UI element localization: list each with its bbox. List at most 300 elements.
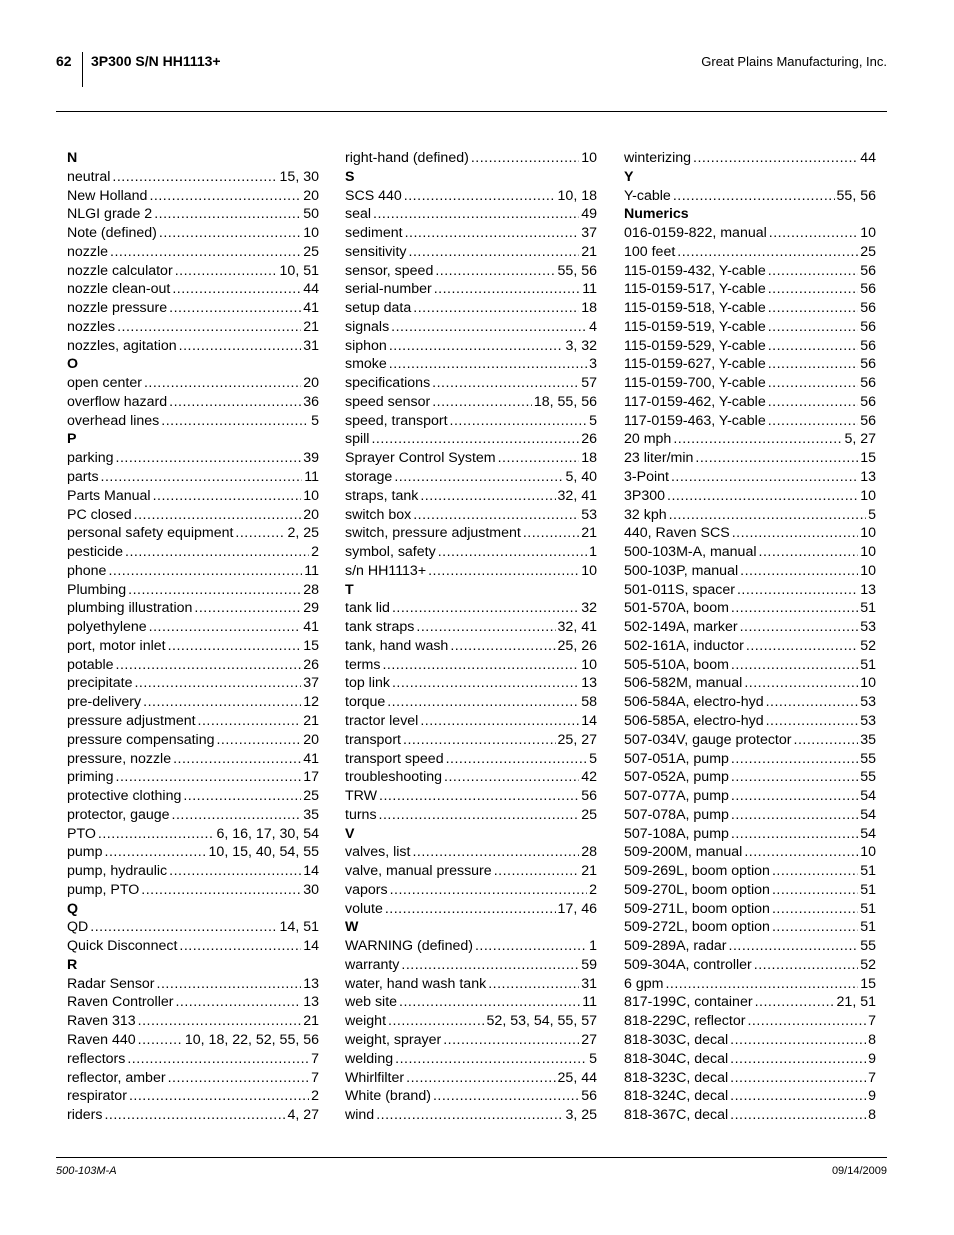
index-term: 3-Point [624,469,669,486]
leader-dots [116,768,302,787]
index-term: overhead lines [67,412,160,429]
index-pages: 41 [303,750,319,767]
index-term: smoke [345,356,387,373]
leader-dots [128,581,301,600]
index-term: valve, manual pressure [345,863,492,880]
index-term: pressure compensating [67,731,215,748]
index-term: switch box [345,506,412,523]
index-pages: 56 [860,300,876,317]
index-term: 507-078A, pump [624,806,729,823]
index-entry [345,731,597,750]
index-term: 500-103P, manual [624,562,739,579]
leader-dots [737,581,858,600]
index-entry [624,693,876,712]
index-pages: 21 [581,243,597,260]
index-pages: 51 [860,863,876,880]
index-term: troubleshooting [345,769,443,786]
index-entry [624,806,876,825]
leader-dots [665,975,858,994]
index-term: 505-510A, boom [624,656,729,673]
index-entry [67,768,319,787]
index-pages: 49 [581,206,597,223]
leader-dots [172,806,302,825]
index-entry [345,280,597,299]
index-entry [624,374,876,393]
index-term: 506-582M, manual [624,675,743,692]
index-entry [345,750,597,769]
index-term: pump [67,844,103,861]
leader-dots [428,562,579,581]
index-pages: 56 [860,412,876,429]
leader-dots [391,318,587,337]
index-entry [345,993,597,1012]
index-term: pressure adjustment [67,712,196,729]
leader-dots [772,862,858,881]
index-entry [67,975,319,994]
leader-dots [385,900,556,919]
leader-dots [105,843,207,862]
index-pages: 7 [868,1013,876,1030]
index-term: s/n HH1113+ [345,562,427,579]
index-pages: 7 [868,1069,876,1086]
index-term: protective clothing [67,788,182,805]
leader-dots [149,618,302,637]
index-entry [624,825,876,844]
index-entry [624,599,876,618]
index-pages: 15 [860,450,876,467]
index-term: respirator [67,1088,127,1105]
index-term: sensitivity [345,243,407,260]
index-term: SCS 440 [345,187,402,204]
index-pages: 18 [581,450,597,467]
index-term: nozzles [67,318,116,335]
leader-dots [104,1106,285,1125]
index-pages: 51 [860,919,876,936]
index-entry [67,656,319,675]
index-pages: 53 [860,619,876,636]
index-entry [624,768,876,787]
index-term: pump, PTO [67,881,140,898]
index-pages: 4 [589,318,597,335]
leader-dots [730,1069,866,1088]
index-pages: 51 [860,900,876,917]
index-pages: 10 [581,656,597,673]
index-term: parking [67,450,114,467]
footer-rule [56,1157,887,1158]
leader-dots [434,280,581,299]
index-entry [67,468,319,487]
index-term: 817-199C, container [624,994,753,1011]
leader-dots [235,524,285,543]
index-entry [624,656,876,675]
leader-dots [731,825,858,844]
leader-dots [667,487,858,506]
index-pages: 6, 16, 17, 30, 54 [216,825,319,842]
index-term: speed, transport [345,412,448,429]
index-term: 115-0159-627, Y-cable [624,356,766,373]
index-pages: 44 [303,281,319,298]
leader-dots [768,393,858,412]
index-term: nozzle [67,243,109,260]
header-rule [56,111,887,112]
index-pages: 42 [581,769,597,786]
index-entry [67,262,319,281]
leader-dots [371,430,579,449]
index-pages: 31 [303,337,319,354]
leader-dots [127,1050,309,1069]
index-pages: 21 [303,1013,319,1030]
leader-dots [387,693,579,712]
leader-dots [772,900,858,919]
index-entry [67,1087,319,1106]
index-entry [67,731,319,750]
leader-dots [494,862,580,881]
index-term: 32 kph [624,506,667,523]
index-term: riders [67,1107,103,1124]
index-pages: 37 [581,225,597,242]
leader-dots [373,205,579,224]
index-entry [345,674,597,693]
index-term: open center [67,375,142,392]
index-pages: 18, 55, 56 [533,393,597,410]
index-term: parts [67,469,99,486]
index-term: 6 gpm [624,975,664,992]
index-entry [345,524,597,543]
index-pages: 1 [589,938,597,955]
leader-dots [172,280,301,299]
index-entry [624,543,876,562]
index-pages: 5, 27 [844,431,876,448]
index-term: phone [67,562,107,579]
index-entry [67,224,319,243]
index-term: transport [345,731,401,748]
index-term: Radar Sensor [67,975,155,992]
index-entry [345,656,597,675]
index-pages: 12 [303,694,319,711]
index-pages: 2 [589,881,597,898]
index-term: tank, hand wash [345,637,449,654]
leader-dots [744,843,858,862]
index-pages: 53 [860,694,876,711]
index-term: vapors [345,881,388,898]
leader-dots [768,318,858,337]
index-pages: 15 [303,637,319,654]
index-entry [624,412,876,431]
index-pages: 58 [581,694,597,711]
leader-dots [488,975,579,994]
index-term: symbol, safety [345,544,436,561]
index-entry [345,430,597,449]
index-entry [624,618,876,637]
index-pages: 59 [581,956,597,973]
index-entry [624,187,876,206]
index-entry [624,881,876,900]
index-term: TRW [345,788,378,805]
leader-dots [669,506,867,525]
index-pages: 35 [303,806,319,823]
index-entry [67,787,319,806]
index-entry [67,543,319,562]
index-pages: 20 [303,506,319,523]
index-term: welding [345,1050,394,1067]
index-entry [67,712,319,731]
index-term: right-hand (defined) [345,150,469,166]
index-term: switch, pressure adjustment [345,525,521,542]
index-entry [624,355,876,374]
index-entry [345,693,597,712]
index-entry [345,243,597,262]
leader-dots [730,1087,866,1106]
index-entry [67,506,319,525]
index-pages: 10, 15, 40, 54, 55 [208,844,319,861]
index-entry [345,937,597,956]
index-term: winterizing [624,150,692,166]
index-term: 506-584A, electro-hyd [624,694,764,711]
index-entry [624,318,876,337]
index-term: nozzle clean-out [67,281,171,298]
index-term: QD [67,919,89,936]
leader-dots [144,374,301,393]
index-pages: 10, 18, 22, 52, 55, 56 [184,1031,319,1048]
index-entry [345,318,597,337]
leader-dots [768,280,858,299]
leader-dots [382,656,579,675]
leader-dots [116,656,302,675]
leader-dots [141,881,301,900]
leader-dots [379,806,580,825]
index-entry [345,1106,597,1125]
leader-dots [433,1087,579,1106]
leader-dots [143,693,301,712]
index-term: 818-367C, decal [624,1107,729,1124]
index-term: 502-149A, marker [624,619,738,636]
index-pages: 25 [303,788,319,805]
leader-dots [731,806,858,825]
index-pages: 53 [581,506,597,523]
leader-dots [768,337,858,356]
leader-dots [399,993,580,1012]
index-term: water, hand wash tank [345,975,487,992]
leader-dots [183,787,301,806]
index-pages: 51 [860,656,876,673]
index-entry [345,806,597,825]
index-section-heading: O [67,356,79,373]
index-pages: 32, 41 [557,619,597,636]
index-entry [345,975,597,994]
index-entry [345,956,597,975]
index-pages: 55, 56 [836,187,876,204]
footer-doc-code: 500-103M-A [56,1165,117,1177]
index-pages: 28 [303,581,319,598]
index-pages: 26 [303,656,319,673]
index-term: 115-0159-519, Y-cable [624,318,766,335]
index-entry [345,637,597,656]
index-term: NLGI grade 2 [67,206,153,223]
index-term: Y-cable [624,187,671,204]
leader-dots [159,224,301,243]
index-term: valves, list [345,844,411,861]
index-pages: 20 [303,375,319,392]
leader-dots [409,243,580,262]
index-entry [67,843,319,862]
index-term: protector, gauge [67,806,170,823]
index-term: Note (defined) [67,225,157,242]
leader-dots [412,843,579,862]
index-term: setup data [345,300,412,317]
leader-dots [693,149,858,168]
index-term: 115-0159-700, Y-cable [624,375,766,392]
index-pages: 36 [303,393,319,410]
page-number: 62 [56,53,72,69]
leader-dots [673,187,835,206]
leader-dots [432,374,579,393]
index-entry [624,487,876,506]
index-entry [624,637,876,656]
index-entry [345,618,597,637]
index-pages: 25 [303,243,319,260]
leader-dots [179,337,302,356]
index-entry [345,1050,597,1069]
index-entry [345,900,597,919]
leader-dots [216,731,301,750]
index-term: overflow hazard [67,393,168,410]
index-entry [624,937,876,956]
leader-dots [450,412,588,431]
index-term: 818-303C, decal [624,1031,729,1048]
index-pages: 14 [303,938,319,955]
leader-dots [129,1087,309,1106]
index-term: web site [345,994,398,1011]
leader-dots [731,656,858,675]
leader-dots [747,1012,866,1031]
index-pages: 56 [860,337,876,354]
index-entry [345,1087,597,1106]
index-pages: 54 [860,806,876,823]
index-entry [624,243,876,262]
index-entry [345,768,597,787]
index-pages: 3 [589,356,597,373]
index-pages: 10 [860,544,876,561]
index-entry [345,449,597,468]
index-term: priming [67,769,114,786]
leader-dots [768,374,858,393]
leader-dots [401,956,579,975]
index-term: volute [345,900,383,917]
index-pages: 13 [303,994,319,1011]
document-title: 3P300 S/N HH1113+ [91,53,221,69]
leader-dots [175,993,301,1012]
index-entry [67,299,319,318]
index-pages: 11 [304,469,319,486]
index-entry [67,599,319,618]
footer-date: 09/14/2009 [831,1165,887,1177]
leader-dots [394,468,563,487]
index-entry [67,693,319,712]
index-pages: 51 [860,881,876,898]
index-entry [624,787,876,806]
index-entry [345,1069,597,1088]
index-section-heading: N [67,150,78,166]
leader-dots [769,224,858,243]
index-entry [624,975,876,994]
index-term: turns [345,806,377,823]
index-term: weight, sprayer [345,1031,442,1048]
leader-dots [116,449,302,468]
index-term: 117-0159-463, Y-cable [624,412,766,429]
index-term: 501-011S, spacer [624,581,735,598]
index-section-heading: Q [67,900,79,917]
index-entry [345,881,597,900]
index-entry [345,1031,597,1050]
index-pages: 56 [860,393,876,410]
index-entry [345,506,597,525]
index-entry [624,843,876,862]
leader-dots [388,1012,485,1031]
index-pages: 55, 56 [557,262,597,279]
leader-dots [730,1050,866,1069]
leader-dots [772,881,858,900]
leader-dots [744,674,858,693]
index-term: pesticide [67,544,123,561]
index-pages: 31 [581,975,597,992]
index-pages: 11 [582,281,597,298]
index-entry [345,187,597,206]
leader-dots [413,299,579,318]
index-entry [624,750,876,769]
index-entry [345,205,597,224]
index-term: seal [345,206,372,223]
index-entry [624,506,876,525]
leader-dots [420,712,579,731]
index-pages: 56 [860,262,876,279]
index-term: PC closed [67,506,132,523]
leader-dots [471,149,579,168]
leader-dots [731,768,858,787]
index-term: 115-0159-517, Y-cable [624,281,766,298]
leader-dots [730,1106,866,1125]
leader-dots [435,262,555,281]
index-term: 115-0159-529, Y-cable [624,337,766,354]
index-pages: 5, 40 [565,469,597,486]
index-term: serial-number [345,281,432,298]
index-pages: 44 [860,150,876,166]
index-term: torque [345,694,386,711]
index-pages: 14 [581,712,597,729]
index-entry [345,393,597,412]
index-column-2 [345,149,597,1125]
index-entry [624,1087,876,1106]
index-term: 818-304C, decal [624,1050,729,1067]
leader-dots [173,750,301,769]
leader-dots [450,637,555,656]
index-term: wind [345,1107,375,1124]
index-pages: 5 [589,412,597,429]
index-entry [67,562,319,581]
index-term: potable [67,656,114,673]
index-pages: 32 [581,600,597,617]
leader-dots [98,825,215,844]
leader-dots [149,187,301,206]
leader-dots [169,299,301,318]
leader-dots [443,1031,579,1050]
index-entry [67,412,319,431]
index-pages: 35 [860,731,876,748]
index-entry [624,1069,876,1088]
index-term: 100 feet [624,243,676,260]
leader-dots [134,506,302,525]
index-section-heading: Numerics [624,206,689,223]
index-entry [67,937,319,956]
